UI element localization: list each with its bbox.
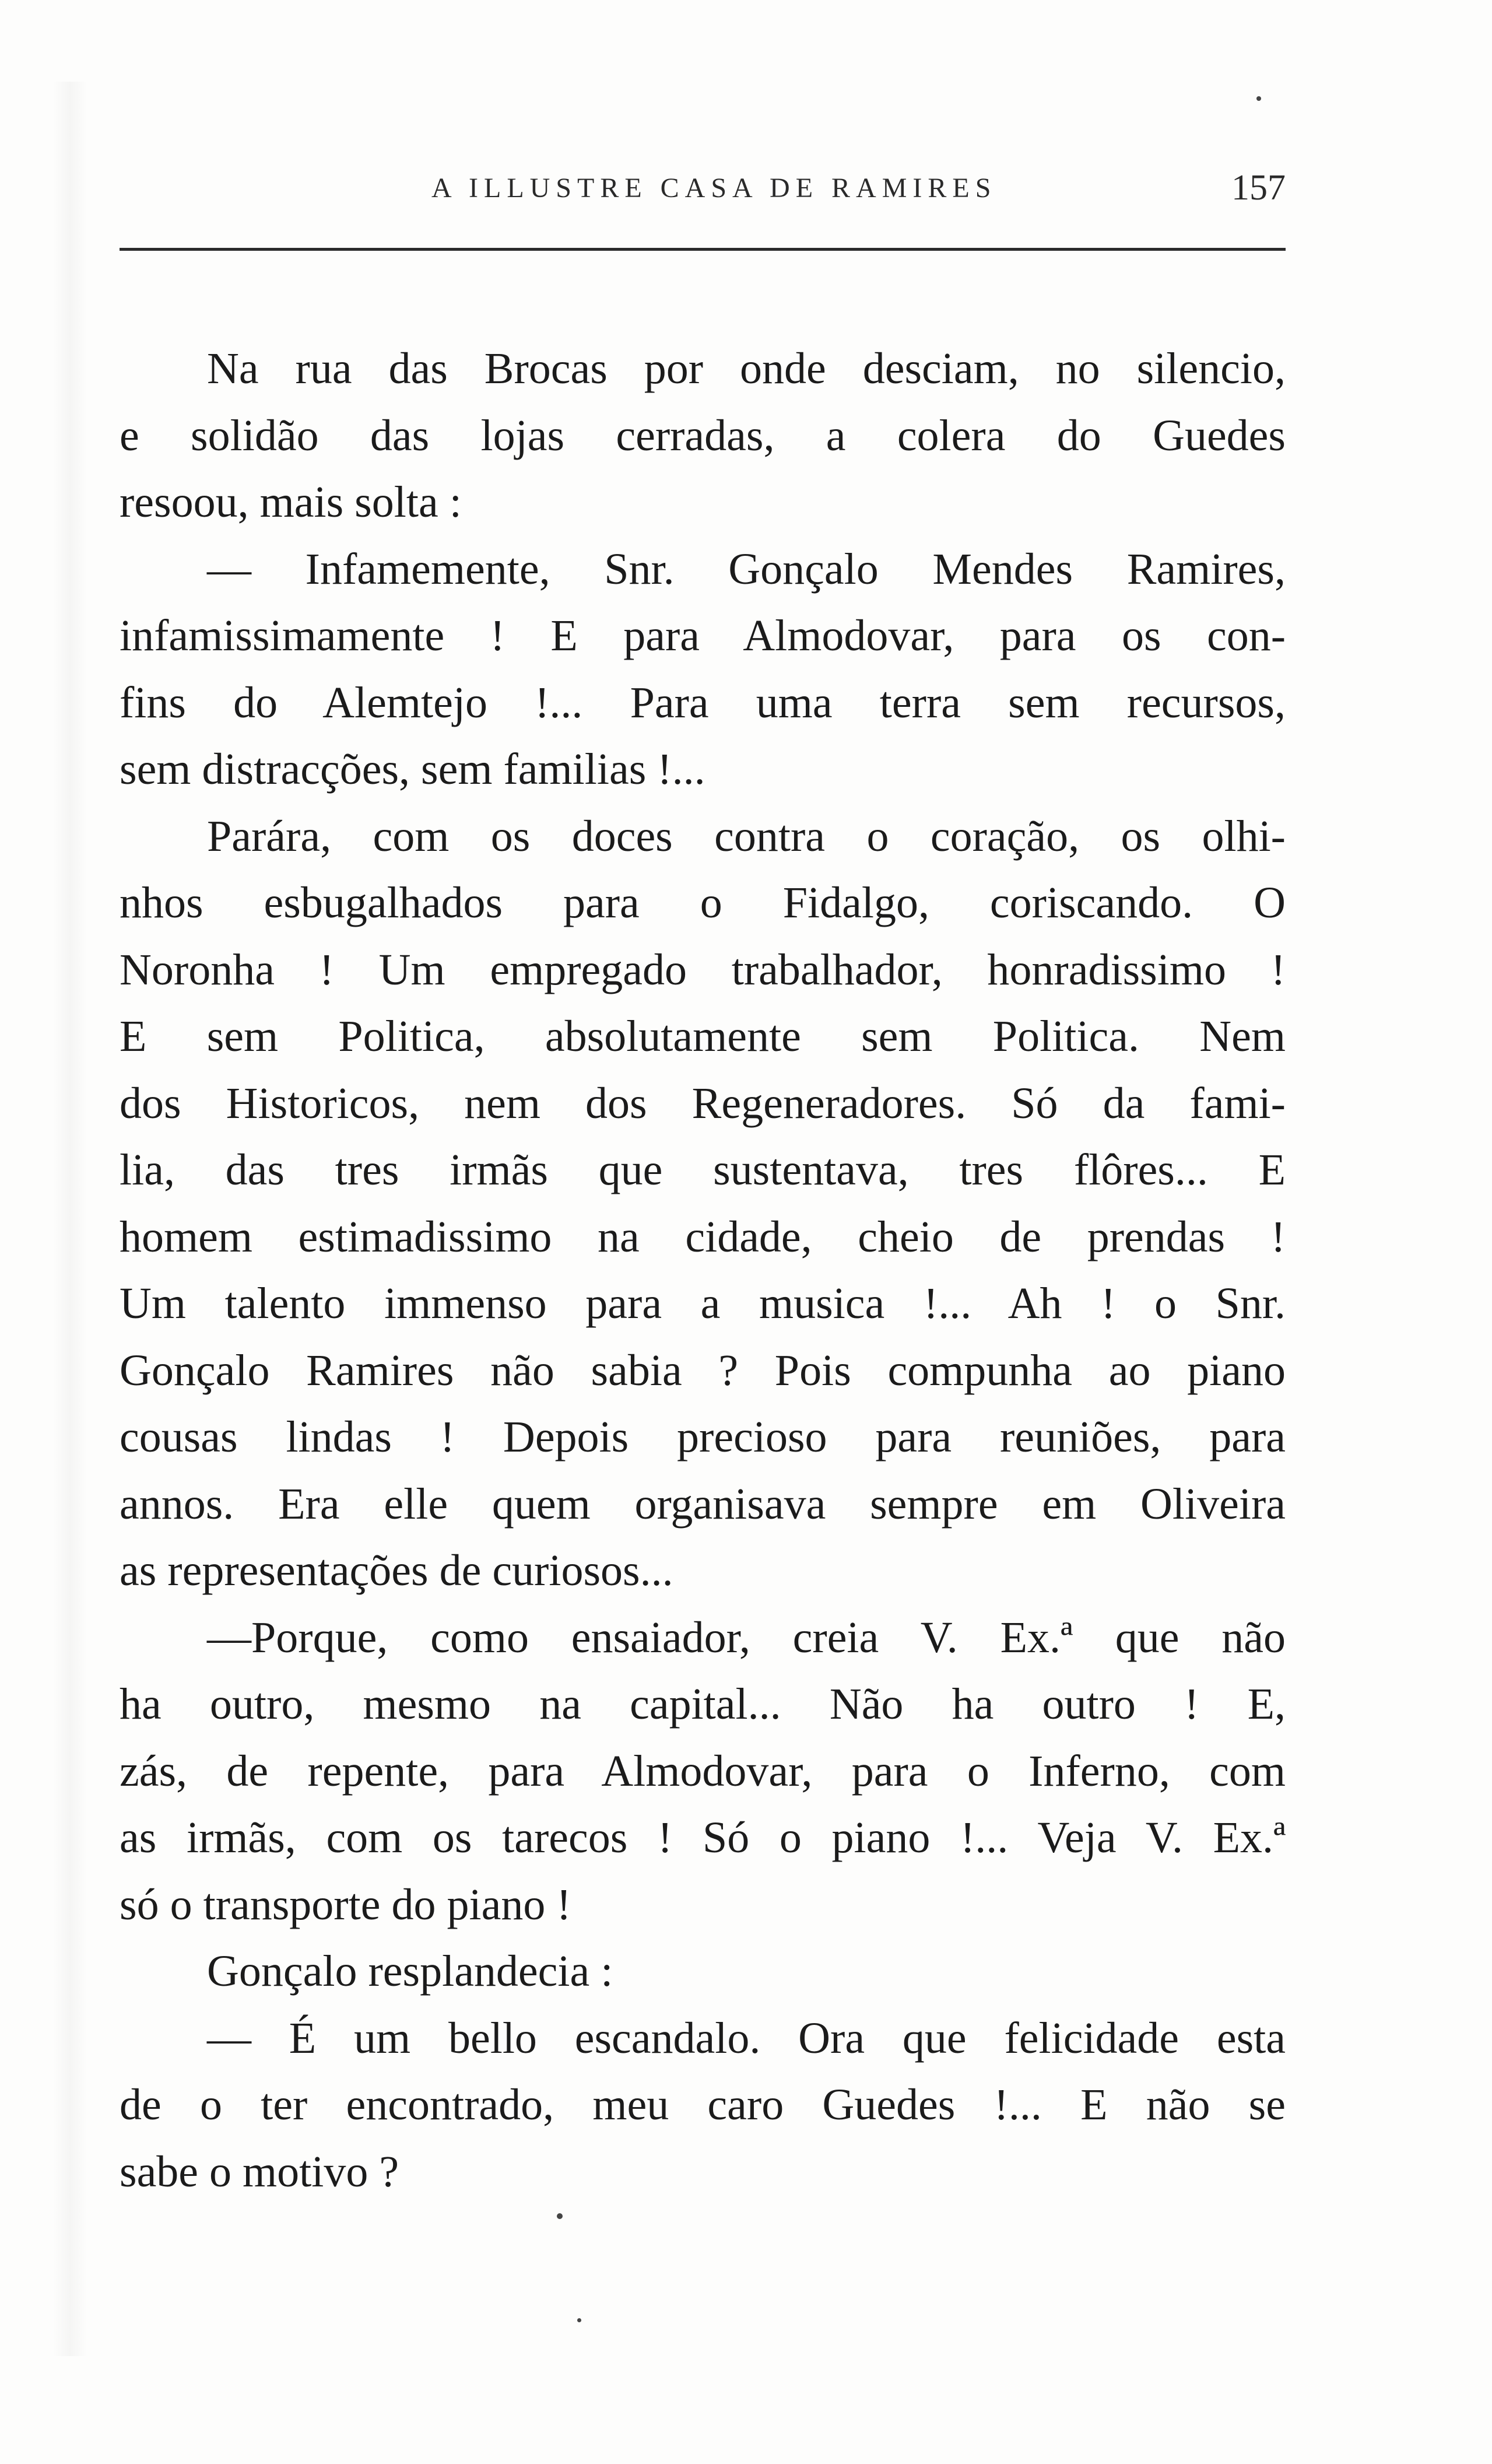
text-line: Gonçalo Ramires não sabia ? Pois compunha ao piano [120,1345,1286,1395]
ink-speck [1256,96,1261,101]
text-line: dos Historicos, nem dos Regeneradores. Só da fami- [120,1078,1286,1128]
running-head [120,166,1286,213]
text-line: —Porque, como ensaiador, creia V. Ex.ª que não [207,1613,1286,1662]
text-line: Na rua das Brocas por onde desciam, no silencio, [207,344,1286,393]
text-line: sabe o motivo ? [120,2147,399,2196]
text-line: as representações de curiosos... [120,1546,673,1595]
text-line: E sem Politica, absolutamente sem Politica. Nem [120,1012,1286,1061]
text-line: e solidão das lojas cerradas, a colera do Guedes [120,411,1286,460]
ink-speck [577,2318,581,2322]
body-text [120,335,1286,2205]
text-line: Noronha ! Um empregado trabalhador, honradissimo ! [120,945,1286,994]
text-line: cousas lindas ! Depois precioso para reuniões, para [120,1412,1286,1461]
text-line: sem distracções, sem familias !... [120,745,705,794]
text-line: as irmãs, com os tarecos ! Só o piano !... Veja V. Ex.ª [120,1813,1286,1862]
text-line: resoou, mais solta : [120,478,462,527]
page-number: 157 [1231,168,1286,208]
text-line: homem estimadissimo na cidade, cheio de prendas ! [120,1212,1286,1261]
page-edge-shadow [52,82,87,2356]
text-line: de o ter encontrado, meu caro Guedes !... E não se [120,2080,1286,2129]
ink-speck [557,2213,563,2219]
text-line: ha outro, mesmo na capital... Não ha outro ! E, [120,1680,1286,1729]
text-line: Gonçalo resplandecia : [207,1947,613,1996]
header-rule [120,248,1286,251]
text-line: Um talento immenso para a musica !... Ah ! o Snr. [120,1279,1286,1328]
text-line: só o transporte do piano ! [120,1880,571,1929]
text-line: Parára, com os doces contra o coração, os olhi- [207,811,1286,861]
text-line: — É um bello escandalo. Ora que felicidade esta [207,2013,1286,2063]
running-title: A ILLUSTRE CASA DE RAMIRES [431,173,997,204]
text-line: fins do Alemtejo !... Para uma terra sem recursos, [120,678,1286,727]
text-line: lia, das tres irmãs que sustentava, tres flôres... E [120,1145,1286,1194]
text-line: infamissimamente ! E para Almodovar, para os con- [120,611,1286,660]
text-line: annos. Era elle quem organisava sempre em Oliveira [120,1479,1286,1529]
text-line: nhos esbugalhados para o Fidalgo, coriscando. O [120,878,1286,927]
text-line: zás, de repente, para Almodovar, para o Inferno, com [120,1746,1286,1796]
text-line: — Infamemente, Snr. Gonçalo Mendes Ramires, [207,544,1286,594]
